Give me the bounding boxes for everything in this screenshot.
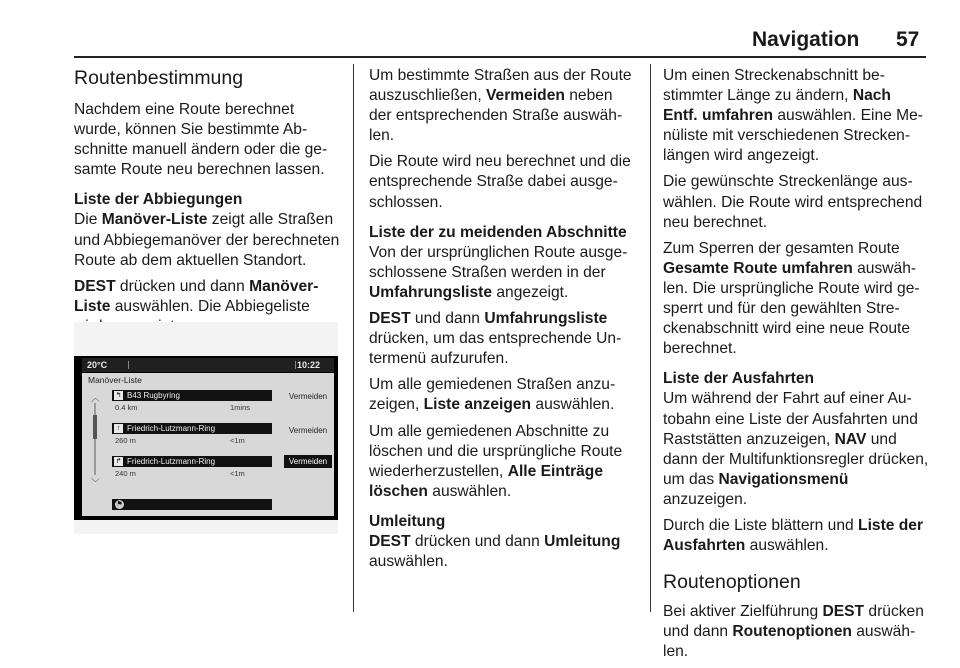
duration: <1m (230, 436, 245, 445)
column-divider-2 (650, 64, 651, 612)
duration: <1m (230, 469, 245, 478)
scrollbar-thumb[interactable] (93, 415, 97, 439)
paragraph: Von der ursprünglichen Route ausgeschlossene Straßen werden in der Umfahrungsliste angezeigt. (369, 243, 628, 301)
road-name: Friedrich-Lutzmann-Ring (127, 424, 216, 433)
subheading-umleitung: Umleitung (369, 512, 446, 530)
route-item-bar (112, 456, 272, 467)
turn-right-icon: ↱ (115, 458, 122, 465)
header-title: Navigation (752, 28, 860, 51)
column-3 (663, 66, 929, 668)
distance: 0.4 km (115, 403, 138, 412)
avoid-button[interactable]: Vermeiden (288, 426, 328, 435)
paragraph: DEST drücken und dann Umleitung auswählen. (369, 532, 621, 571)
avoid-button[interactable]: Vermeiden (288, 392, 328, 401)
page-number: 57 (896, 28, 920, 51)
paragraph: Um alle gemiedenen Abschnitte zu löschen und die ursprüngliche Route wiederherzustellen, Alle Einträge löschen auswählen. (369, 422, 623, 500)
paragraph: Bei aktiver Zielführung DEST drücken und dann Routenoptionen auswählen. (663, 603, 924, 661)
paragraph: Um einen Streckenabschnitt bestimmter Länge zu ändern, Nach Entf. umfahren auswählen. Eine Menüliste mit verschiedenen Streckenlängen wird angezeigt. (663, 67, 923, 165)
section-heading-routenbestimmung: Routenbestimmung (74, 67, 244, 89)
list-item[interactable] (112, 423, 272, 449)
duration: 1mins (230, 403, 251, 412)
paragraph: DEST und dann Umfahrungsliste drücken, um das entsprechende Untermenü aufzurufen. (369, 310, 622, 368)
list-item[interactable] (112, 456, 272, 482)
destination-flag-icon: ⚑ (116, 501, 123, 508)
route-item-bar (112, 390, 272, 401)
status-bar (82, 358, 334, 372)
paragraph: Um alle gemiedenen Straßen anzuzeigen, Liste anzeigen auswählen. (369, 376, 616, 414)
distance: 260 m (115, 436, 136, 445)
paragraph: Nachdem eine Route berechnet wurde, können Sie bestimmte Abschnitte manuell ändern oder die gesamte Route neu berechnen lassen. (74, 101, 328, 179)
scrollbar-track[interactable] (94, 403, 96, 475)
paragraph: Die gewünschte Streckenlänge auswählen. Die Route wird entsprechend neu berechnet. (663, 173, 923, 231)
column-2 (369, 66, 635, 578)
section-heading-routenoptionen: Routenoptionen (663, 571, 801, 594)
scroll-down-icon[interactable]: ﹀ (91, 478, 101, 488)
column-divider-1 (353, 64, 354, 612)
subheading-zu-meidende-abschnitte: Liste der zu meidenden Abschnitte (369, 223, 627, 241)
road-name: B43 Rugbyring (127, 391, 180, 400)
status-separator (128, 361, 129, 369)
column-1 (74, 66, 342, 343)
route-item-bar (112, 423, 272, 434)
distance: 240 m (115, 469, 136, 478)
destination-bar[interactable] (112, 499, 272, 510)
header-rule (74, 56, 926, 58)
avoid-button-selected[interactable]: Vermeiden (284, 455, 332, 468)
paragraph: Um bestimmte Straßen aus der Route auszuschließen, Vermeiden neben der entsprechenden Straße auswählen. (369, 67, 632, 145)
paragraph: Um während der Fahrt auf einer Autobahn eine Liste der Ausfahrten und Raststätten anzuzeigen, NAV und dann der Multifunktionsregler drücken, um das Navigationsmenü anzuzeigen. (663, 390, 929, 508)
maneuver-list-screenshot (74, 322, 338, 534)
clock: 10:22 (296, 360, 320, 370)
list-title: Manöver-Liste (88, 375, 142, 385)
status-separator (295, 361, 296, 369)
paragraph: Die Manöver-Liste zeigt alle Straßen und Abbiegemanöver der berechneten Route ab dem aktuellen Standort. (74, 211, 340, 269)
maneuver-list-panel (82, 373, 334, 516)
subheading-ausfahrten: Liste der Ausfahrten (663, 370, 815, 388)
scroll-up-icon[interactable]: ︿ (91, 393, 101, 403)
paragraph: Die Route wird neu berechnet und die entsprechende Straße dabei ausgeschlossen. (369, 153, 631, 211)
temperature: 20°C (87, 360, 108, 370)
paragraph: Zum Sperren der gesamten Route Gesamte Route umfahren auswählen. Die ursprüngliche Route wird gesperrt und für den gewählten Streckenabschnitt wird eine neue Route berechnet. (663, 239, 920, 358)
subheading-abbiegungen: Liste der Abbiegungen (74, 191, 243, 209)
turn-left-icon: ↰ (115, 392, 122, 399)
straight-icon: ↑ (114, 424, 123, 433)
display-screen (74, 356, 338, 520)
road-name: Friedrich-Lutzmann-Ring (127, 457, 216, 466)
paragraph: DEST drücken und dann ManöverListe auswählen. Die Abbiegeliste (74, 277, 319, 315)
list-item[interactable] (112, 390, 272, 416)
paragraph: Durch die Liste blättern und Liste der Ausfahrten auswählen. (663, 516, 924, 555)
